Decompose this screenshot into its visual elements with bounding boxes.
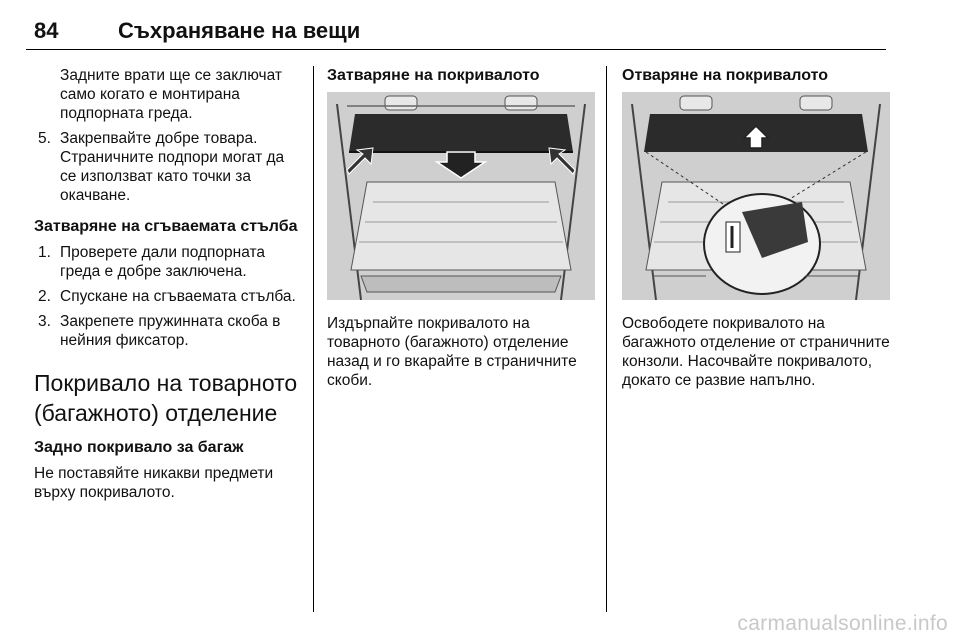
step-number: 1. [38, 244, 51, 261]
step-text: Закрепете пружинната скоба в нейния фиксатор. [60, 313, 281, 349]
step-text: Спускане на сгъваемата стълба. [60, 288, 296, 305]
step-item-1 [34, 243, 304, 281]
trunk-illustration [622, 92, 890, 300]
column-divider [606, 66, 607, 612]
subsection-heading: Задно покривало за багаж [34, 439, 244, 456]
section-heading: Покривало на товарното (багажното) отделение [34, 370, 298, 426]
column-left [34, 66, 304, 502]
step-item-5 [34, 129, 304, 205]
steps-list [34, 243, 304, 350]
closing-cover-heading: Затваряне на покривалото [327, 67, 540, 84]
step-text: Проверете дали подпорната греда е добре заключена. [60, 244, 266, 280]
header-divider [26, 49, 886, 50]
opening-cover-caption: Освободете покривалото на багажното отделение от страничните конзоли. Насочвайте покривалото, докато се развие напълно. [622, 315, 890, 389]
opening-cover-illustration [622, 92, 890, 300]
trunk-illustration [327, 92, 595, 300]
intro-paragraph: Задните врати ще се заключат само когато е монтирана подпорната греда. [60, 67, 282, 122]
step-item-3 [34, 312, 304, 350]
step-item-2 [34, 287, 304, 306]
page-number: 84 [34, 18, 59, 43]
body-paragraph: Не поставяйте никакви предмети върху покривалото. [34, 465, 274, 501]
step-number: 3. [38, 313, 51, 330]
closing-cover-illustration [327, 92, 595, 300]
column-middle [327, 66, 595, 390]
closing-cover-caption: Издърпайте покривалото на товарното (багажното) отделение назад и го вкарайте в страничните скоби. [327, 315, 577, 389]
column-divider [313, 66, 314, 612]
column-right [622, 66, 890, 390]
step-number: 2. [38, 288, 51, 305]
folding-bench-heading: Затваряне на сгъваемата стълба [34, 218, 298, 235]
watermark: carmanualsonline.info [737, 612, 948, 635]
page-title: Съхраняване на вещи [118, 18, 361, 43]
step-text: Закрепвайте добре товара. Страничните подпори могат да се използват като точки за окачване. [60, 130, 285, 204]
page-header [26, 18, 886, 52]
opening-cover-heading: Отваряне на покривалото [622, 67, 829, 84]
step-number: 5. [38, 130, 51, 147]
